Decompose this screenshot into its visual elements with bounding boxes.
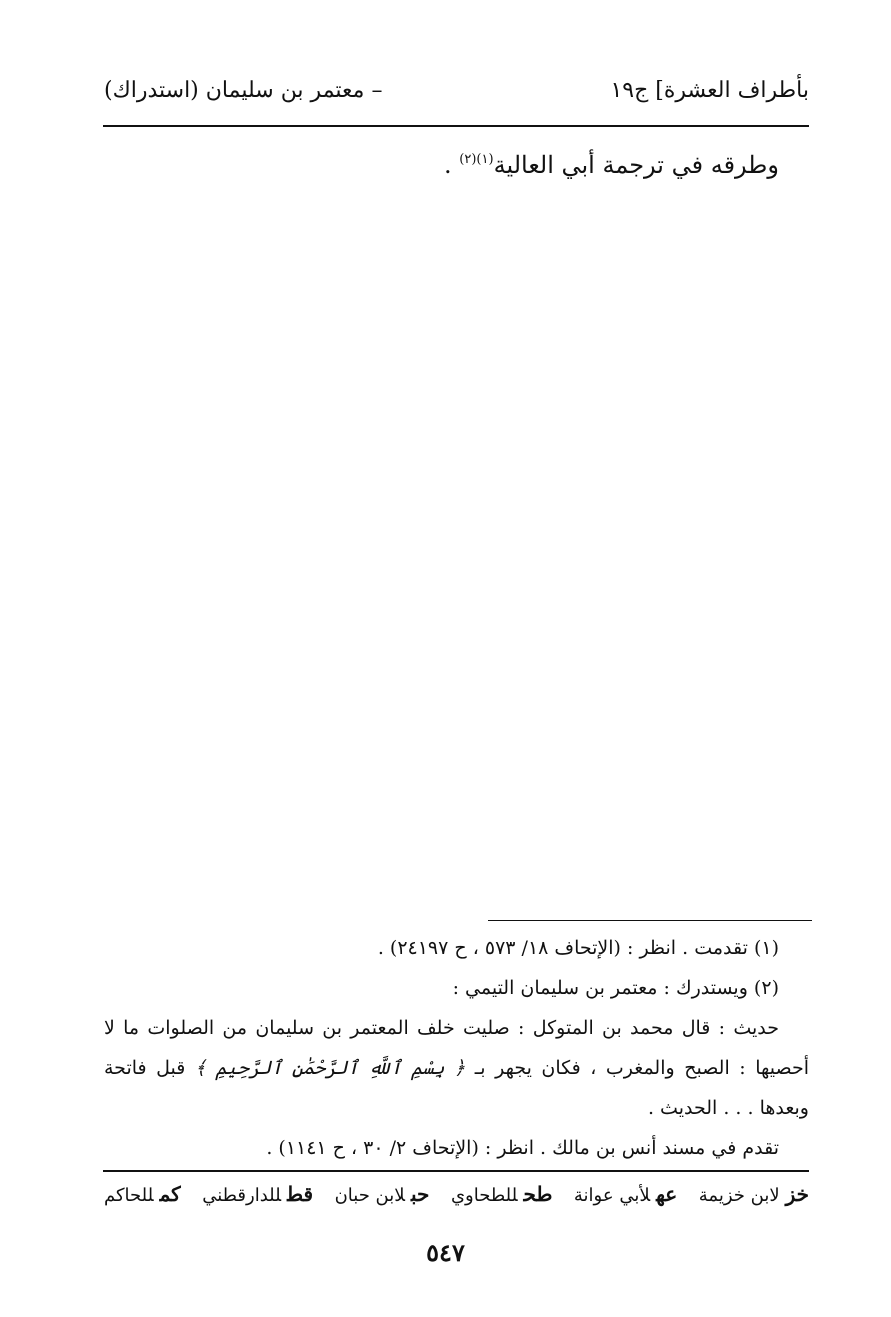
hadith-line-3: وبعدها . . . الحديث . — [647, 1097, 809, 1119]
abbrev-code: حب — [411, 1182, 430, 1206]
abbrev-tahawi — [451, 1182, 552, 1206]
abbrev-code: خز — [785, 1182, 809, 1206]
footnote-2-heading: (٢) ويستدرك : معتمر بن سليمان التيمي : — [452, 977, 779, 999]
abbrev-label: للدارقطني — [202, 1185, 282, 1206]
main-text — [444, 140, 779, 185]
footnote-separator — [488, 920, 812, 921]
footnote-refs: (١)(٢) — [459, 152, 494, 167]
book-title: بأطراف العشرة] ج١٩ — [610, 78, 809, 103]
hadith-line-2-start: أحصيها : الصبح والمغرب ، فكان يجهر بـ — [474, 1057, 809, 1079]
basmala: ﴿ بِسْمِ ٱللَّهِ ٱلرَّحْمَٰنِ ٱلرَّحِيمِ ﴾ — [194, 1057, 466, 1079]
hadith-reference: تقدم في مسند أنس بن مالك . انظر : (الإتحاف ٢/ ٣٠ ، ح ١١٤١) . — [266, 1137, 779, 1159]
hadith-line-1-text: حديث : قال محمد بن المتوكل : صليت خلف المعتمر بن سليمان من الصلوات ما لا — [104, 1017, 779, 1039]
abbrev-code: كم — [159, 1182, 181, 1206]
abbrev-hakim — [104, 1182, 181, 1206]
hadith-line-2 — [104, 1048, 809, 1088]
main-text-body: وطرقه في ترجمة أبي العالية — [493, 151, 779, 179]
running-header — [104, 78, 809, 114]
abbrev-ibn-khuzayma — [699, 1182, 809, 1206]
hadith-line-2-end: قبل فاتحة — [104, 1057, 186, 1079]
abbrev-label: لابن خزيمة — [698, 1185, 780, 1206]
footnote-1: (١) تقدمت . انظر : (الإتحاف ١٨/ ٥٧٣ ، ح ٢٤١٩٧) . — [377, 937, 779, 959]
main-text-end: . — [444, 151, 460, 179]
footnotes — [104, 928, 809, 1168]
abbrev-daraqutni — [202, 1182, 313, 1206]
abbrev-label: للطحاوي — [450, 1185, 518, 1206]
abbreviations-rule — [103, 1170, 809, 1172]
page-number: ٥٤٧ — [426, 1238, 465, 1267]
abbrev-label: لأبي عوانة — [573, 1185, 651, 1206]
section-title: – معتمر بن سليمان (استدراك) — [104, 78, 383, 103]
abbrev-code: طح — [523, 1182, 553, 1206]
abbrev-label: للحاكم — [104, 1185, 154, 1206]
abbrev-abu-awana — [574, 1182, 677, 1206]
hadith-line-1 — [104, 1008, 809, 1048]
abbrev-label: لابن حبان — [334, 1185, 406, 1206]
abbrev-ibn-hibban — [335, 1182, 430, 1206]
abbrev-code: عه — [656, 1182, 678, 1206]
abbreviations-key — [104, 1182, 809, 1218]
header-rule — [103, 125, 809, 127]
abbrev-code: قط — [287, 1182, 314, 1206]
